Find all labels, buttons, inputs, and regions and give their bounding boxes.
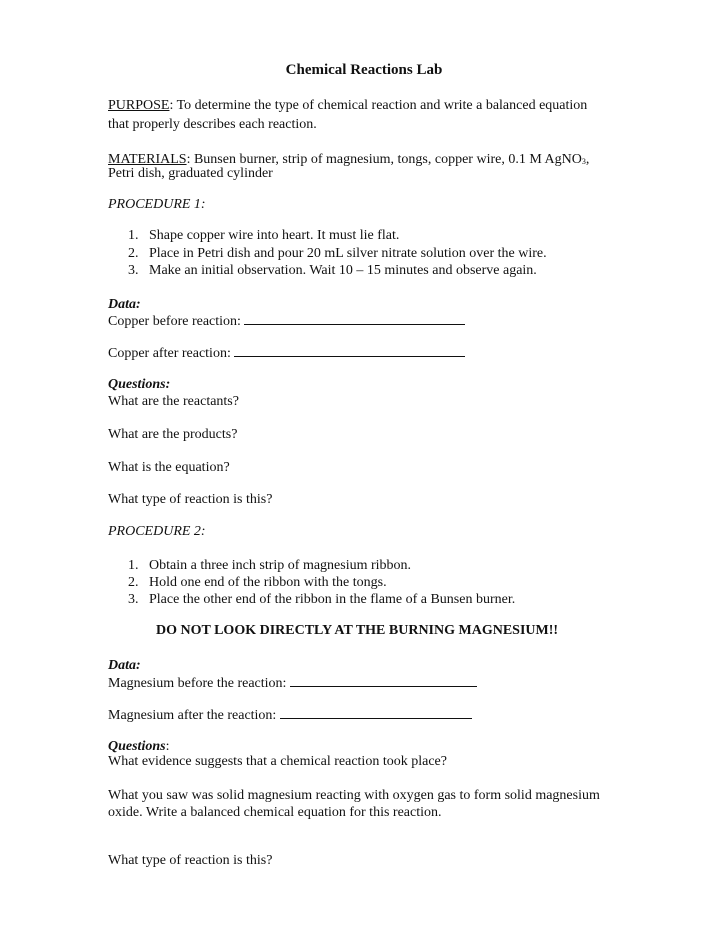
page-title: Chemical Reactions Lab — [285, 62, 443, 78]
copper-before-row — [108, 311, 465, 331]
magnesium-before-blank[interactable] — [290, 673, 477, 687]
step-text: Obtain a three inch strip of magnesium ribbon. — [149, 558, 412, 573]
question: What type of reaction is this? — [108, 853, 273, 868]
materials-text-1: : Bunsen burner, strip of magnesium, tongs, copper wire, 0.1 M AgNO — [186, 152, 582, 167]
magnesium-before-label: Magnesium before the reaction: — [108, 676, 290, 691]
questions-2-heading-text: Questions — [108, 739, 166, 754]
purpose-line-2: that properly describes each reaction. — [108, 117, 317, 132]
copper-before-label: Copper before reaction: — [108, 314, 245, 329]
data-1-heading: Data: — [108, 297, 141, 312]
question: What type of reaction is this? — [108, 492, 273, 507]
procedure-1-step — [128, 226, 399, 245]
question: What are the products? — [108, 427, 238, 442]
safety-warning: DO NOT LOOK DIRECTLY AT THE BURNING MAGNESIUM!! — [156, 623, 559, 638]
question-line-2: oxide. Write a balanced chemical equation for this reaction. — [108, 805, 442, 820]
materials-subscript: 3 — [581, 157, 586, 166]
magnesium-after-row — [108, 705, 472, 725]
question: What are the reactants? — [108, 394, 239, 409]
step-text: Shape copper wire into heart. It must lie flat. — [149, 228, 400, 243]
step-number: 3. — [128, 263, 139, 278]
materials-label: MATERIALS — [108, 152, 187, 167]
procedure-2-heading: PROCEDURE 2: — [108, 524, 206, 539]
step-number: 3. — [128, 592, 139, 607]
magnesium-after-blank[interactable] — [280, 705, 472, 719]
magnesium-before-row — [108, 673, 477, 693]
step-number: 2. — [128, 575, 139, 590]
questions-2-heading-colon: : — [165, 739, 170, 754]
copper-after-label: Copper after reaction: — [108, 346, 235, 361]
copper-before-blank[interactable] — [244, 311, 465, 325]
copper-after-blank[interactable] — [234, 343, 465, 357]
step-number: 2. — [128, 246, 139, 261]
procedure-1-step — [128, 261, 537, 280]
purpose-line-1 — [108, 96, 587, 115]
step-text: Place in Petri dish and pour 20 mL silver nitrate solution over the wire. — [149, 246, 547, 261]
purpose-label: PURPOSE — [108, 98, 170, 113]
questions-1-heading: Questions: — [108, 377, 171, 392]
procedure-1-heading: PROCEDURE 1: — [108, 197, 206, 212]
magnesium-after-label: Magnesium after the reaction: — [108, 708, 280, 723]
materials-comma: , — [585, 152, 590, 167]
data-2-heading: Data: — [108, 658, 141, 673]
materials-line-2: Petri dish, graduated cylinder — [108, 166, 273, 181]
step-text: Hold one end of the ribbon with the tongs. — [149, 575, 387, 590]
question: What evidence suggests that a chemical reaction took place? — [108, 754, 447, 769]
procedure-2-step — [128, 590, 515, 609]
copper-after-row — [108, 343, 465, 363]
step-text: Place the other end of the ribbon in the flame of a Bunsen burner. — [149, 592, 516, 607]
step-text: Make an initial observation. Wait 10 – 15 minutes and observe again. — [149, 263, 537, 278]
purpose-text-1: : To determine the type of chemical reaction and write a balanced equation — [169, 98, 588, 113]
step-number: 1. — [128, 228, 139, 243]
question-line-1: What you saw was solid magnesium reacting with oxygen gas to form solid magnesium — [108, 788, 600, 803]
question: What is the equation? — [108, 460, 230, 475]
step-number: 1. — [128, 558, 139, 573]
